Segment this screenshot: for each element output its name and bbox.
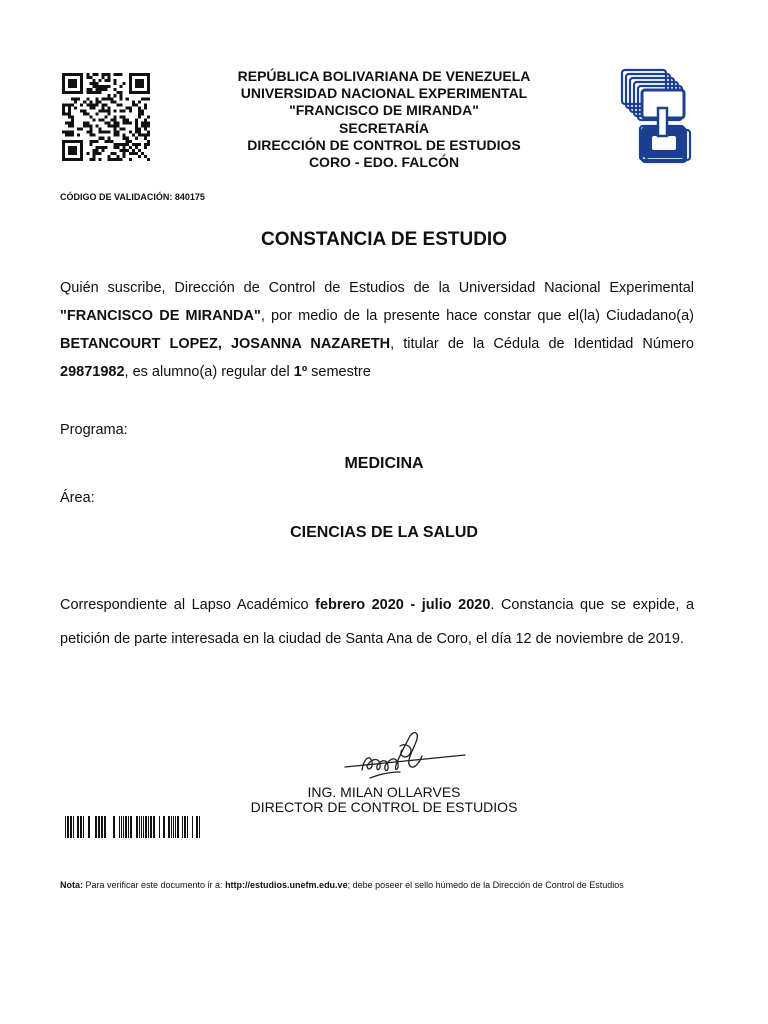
paragraph-text: semestre — [307, 364, 371, 380]
certification-paragraph — [60, 274, 694, 386]
header-line-university-name: "FRANCISCO DE MIRANDA" — [289, 102, 479, 119]
header-line-university: UNIVERSIDAD NACIONAL EXPERIMENTAL — [240, 85, 528, 102]
area-label: Área: — [60, 490, 95, 506]
paragraph-text: , por medio de la presente hace constar que el(la) Ciudadano(a) — [260, 308, 694, 324]
university-name: "FRANCISCO DE MIRANDA" — [60, 308, 261, 324]
institution-header — [150, 68, 618, 171]
handwritten-signature — [340, 722, 470, 782]
validation-label: CÓDIGO DE VALIDACIÓN: — [60, 192, 173, 202]
header-line-country: REPÚBLICA BOLIVARIANA DE VENEZUELA — [237, 68, 531, 84]
academic-period: febrero 2020 - julio 2020 — [315, 597, 491, 613]
program-label: Programa: — [60, 422, 128, 438]
header-line-secretariat: SECRETARÍA — [339, 119, 429, 136]
student-name: BETANCOURT LOPEZ, JOSANNA NAZARETH — [60, 336, 391, 352]
id-number: 29871982 — [60, 364, 125, 380]
header-line-location: CORO - EDO. FALCÓN — [308, 154, 460, 171]
semester: 1º — [293, 364, 308, 380]
note-label: Nota: — [60, 880, 83, 890]
header-line-direction: DIRECCIÓN DE CONTROL DE ESTUDIOS — [247, 136, 521, 153]
validation-code — [60, 192, 205, 202]
area-value: CIENCIAS DE LA SALUD — [290, 524, 478, 541]
verification-note — [60, 877, 694, 893]
qr-code — [60, 73, 152, 161]
university-logo — [620, 68, 698, 165]
paragraph-text: , es alumno(a) regular del — [124, 364, 294, 380]
paragraph-text: , titular de la Cédula de Identidad Número — [390, 336, 694, 352]
document-title: CONSTANCIA DE ESTUDIO — [261, 229, 507, 250]
barcode — [59, 816, 201, 838]
period-paragraph — [60, 589, 694, 656]
signer-role: DIRECTOR DE CONTROL DE ESTUDIOS — [250, 799, 518, 815]
note-text: ; debe poseer el sello húmedo de la Dirección de Control de Estudios — [347, 880, 624, 890]
paragraph-text: Quién suscribe, Dirección de Control de Estudios de la Universidad Nacional Experimental — [60, 280, 694, 296]
verification-link[interactable]: http://estudios.unefm.edu.ve — [225, 880, 348, 890]
signer-name: ING. MILAN OLLARVES — [307, 784, 461, 800]
note-text: Para verificar este documento ir a: — [83, 880, 226, 890]
validation-value: 840175 — [174, 192, 205, 202]
program-value: MEDICINA — [344, 455, 424, 472]
paragraph-text: . Constancia que se expide, a petición de parte interesada en la ciudad de Santa Ana de Coro, el día 12 de noviembre de 2019. — [60, 597, 695, 647]
paragraph-text: Correspondiente al Lapso Académico — [60, 597, 316, 613]
